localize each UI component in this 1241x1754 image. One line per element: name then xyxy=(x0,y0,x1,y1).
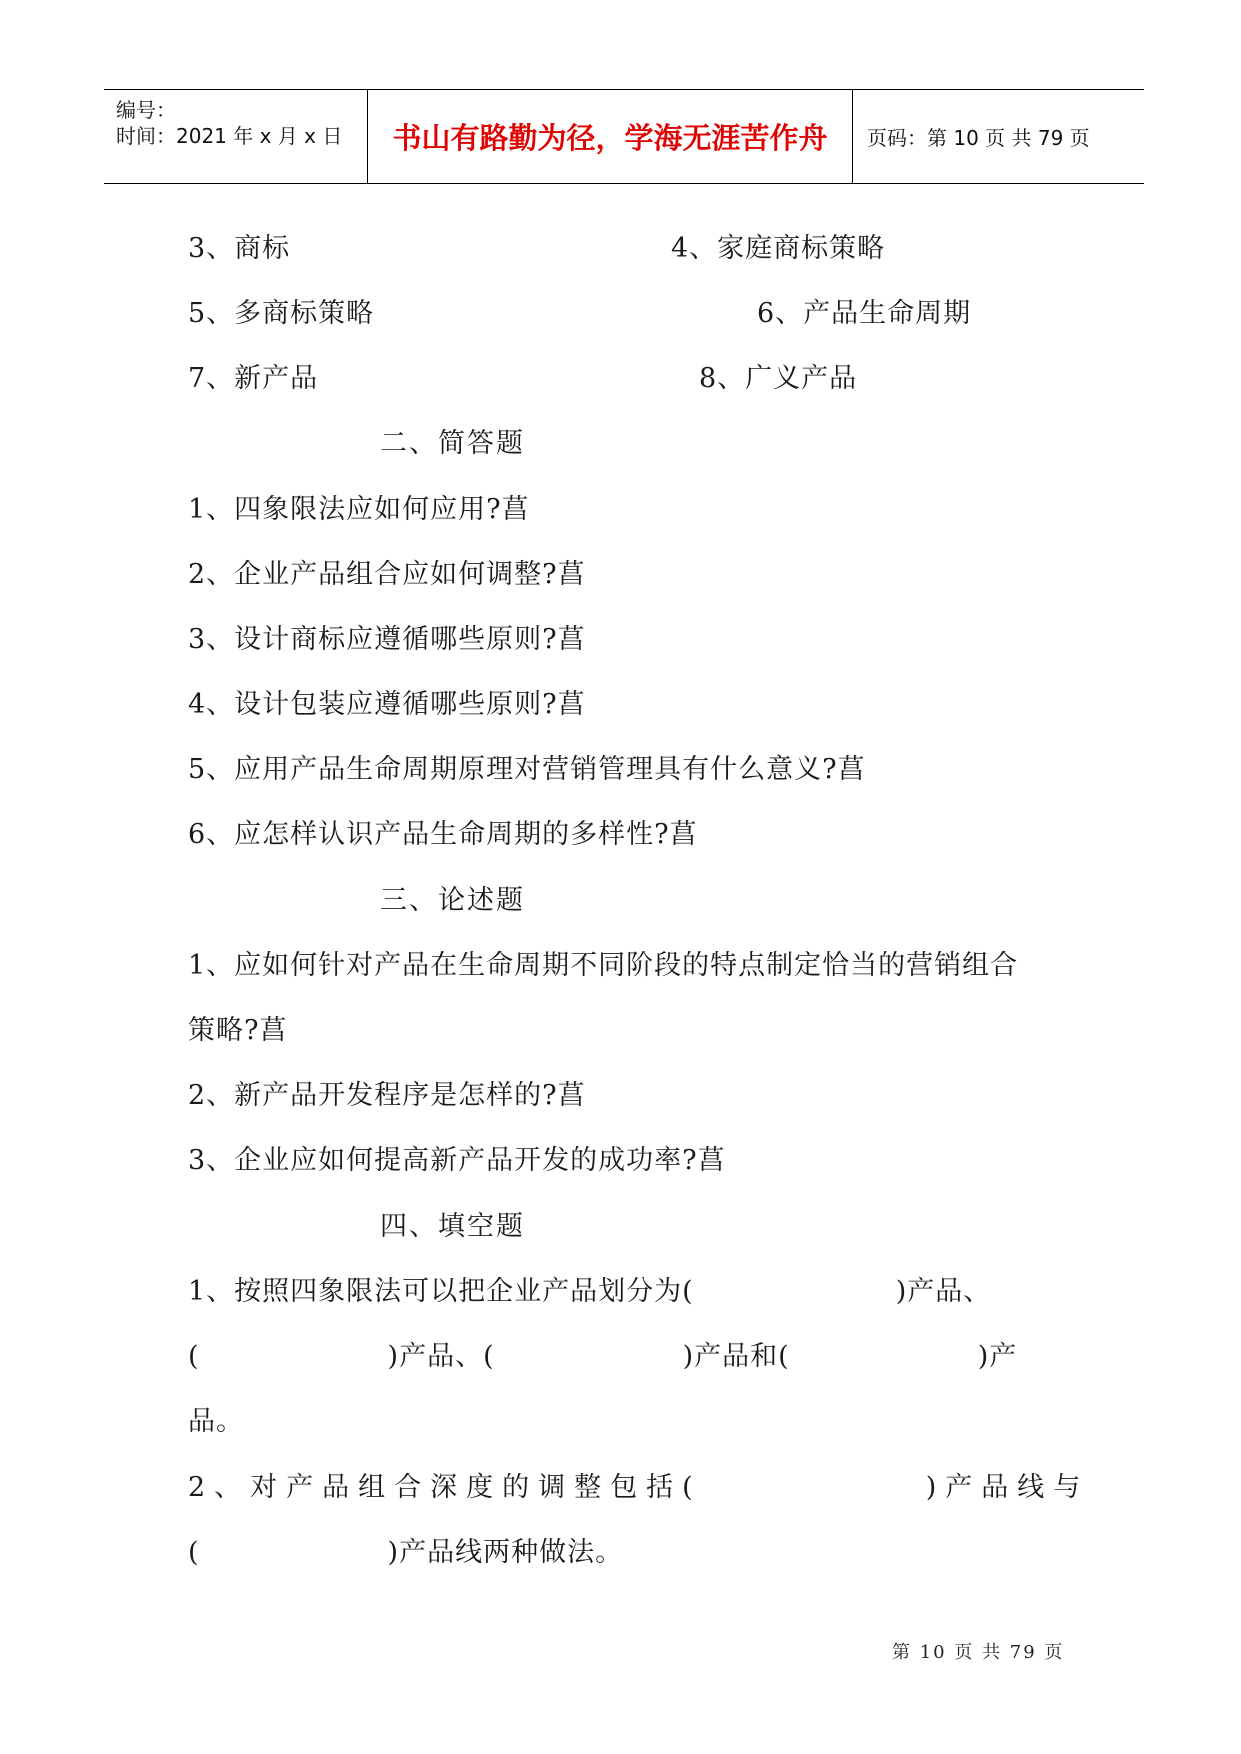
fill-blank-text: ( xyxy=(188,1537,200,1568)
section-heading-short-answer: 二、简答题 xyxy=(380,428,525,459)
fill-blank-question-1-line-2 xyxy=(188,1334,1017,1373)
short-answer-question: 2、企业产品组合应如何调整?菖 xyxy=(188,559,586,590)
fill-blank-text: )产品线与 xyxy=(925,1472,1090,1503)
header-motto: 书山有路勤为径，学海无涯苦作舟 xyxy=(368,90,853,183)
fill-blank-text: )产品、( xyxy=(387,1341,495,1372)
fill-blank-text: 2、对产品组合深度的调整包括( xyxy=(188,1472,702,1503)
section-heading-essay: 三、论述题 xyxy=(380,885,525,916)
short-answer-question: 1、四象限法应如何应用?菖 xyxy=(188,494,530,525)
header-page-info xyxy=(853,90,1144,183)
term-item: 4、家庭商标策略 xyxy=(671,233,886,264)
term-item: 6、产品生命周期 xyxy=(757,298,972,329)
term-item: 7、新产品 xyxy=(188,363,319,394)
term-item: 5、多商标策略 xyxy=(188,298,375,329)
short-answer-question: 4、设计包装应遵循哪些原则?菖 xyxy=(188,689,586,720)
document-number-label: 编号： xyxy=(116,98,176,122)
fill-blank-question-1-line-3: 品。 xyxy=(188,1406,244,1437)
section-heading-fill-blank: 四、填空题 xyxy=(380,1211,525,1242)
fill-blank-text: )产品、 xyxy=(895,1276,992,1307)
header-page-label: 页码：第 10 页 共 79 页 xyxy=(867,126,1090,150)
essay-question: 3、企业应如何提高新产品开发的成功率?菖 xyxy=(188,1145,726,1176)
term-item: 8、广义产品 xyxy=(699,363,858,394)
fill-blank-text: 1、按照四象限法可以把企业产品划分为( xyxy=(188,1276,694,1307)
fill-blank-question-1 xyxy=(188,1269,991,1308)
fill-blank-text: ( xyxy=(188,1341,200,1372)
header-meta xyxy=(104,90,368,183)
page-header xyxy=(104,89,1144,184)
fill-blank-text: )产品线两种做法。 xyxy=(387,1537,624,1568)
fill-blank-question-2-line-2 xyxy=(188,1530,623,1569)
fill-blank-question-2 xyxy=(188,1465,1089,1504)
short-answer-question: 3、设计商标应遵循哪些原则?菖 xyxy=(188,624,586,655)
fill-blank-text: )产 xyxy=(977,1341,1018,1372)
essay-question: 1、应如何针对产品在生命周期不同阶段的特点制定恰当的营销组合 xyxy=(188,950,1019,981)
essay-question: 2、新产品开发程序是怎样的?菖 xyxy=(188,1080,586,1111)
term-item: 3、商标 xyxy=(188,233,291,264)
fill-blank-text: )产品和( xyxy=(682,1341,790,1372)
short-answer-question: 5、应用产品生命周期原理对营销管理具有什么意义?菖 xyxy=(188,754,866,785)
document-date: 时间：2021 年 x 月 x 日 xyxy=(116,124,343,148)
page-footer: 第 10 页 共 79 页 xyxy=(892,1642,1065,1663)
essay-question-continued: 策略?菖 xyxy=(188,1015,288,1046)
short-answer-question: 6、应怎样认识产品生命周期的多样性?菖 xyxy=(188,819,698,850)
